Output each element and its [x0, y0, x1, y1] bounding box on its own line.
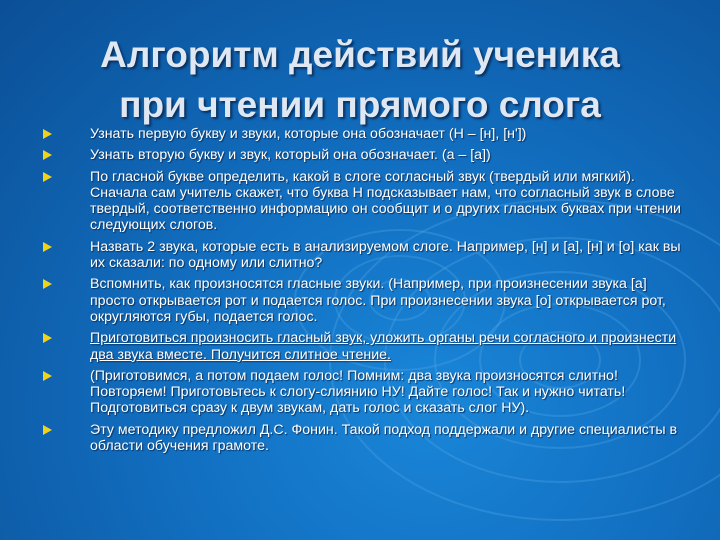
algorithm-step-list [42, 126, 682, 459]
arrow-bullet-icon [43, 333, 52, 343]
arrow-bullet-icon [43, 172, 52, 182]
list-item [42, 276, 682, 325]
slide-title-line-1: Алгоритм действий ученика [100, 34, 620, 75]
list-item-text: Эту методику предложил Д.С. Фонин. Такой подход поддержали и другие специалисты в области обучения грамоте. [90, 421, 678, 455]
list-item [42, 126, 682, 142]
list-item [42, 330, 682, 363]
arrow-bullet-icon [43, 242, 52, 252]
arrow-bullet-icon [43, 129, 52, 139]
slide-title-line-2: при чтении прямого слога [119, 84, 601, 125]
arrow-bullet-icon [43, 279, 52, 289]
list-item [42, 368, 682, 417]
list-item [42, 147, 682, 163]
arrow-bullet-icon [43, 371, 52, 381]
list-item-text: (Приготовимся, а потом подаем голос! Помним: два звука произносятся слитно! Повторяем! Приготовьтесь к слогу-слиянию НУ! Дайте голос! Так и нужно читать! Подготовиться сразу к двум звукам, дать голос и сказать слог НУ). [90, 367, 626, 417]
list-item-text: По гласной букве определить, какой в слоге согласный звук (твердый или мягкий). Сначала сам учитель скажет, что буква Н подсказывает нам, что согласный звук в слове твердый, соответственно информацию он сообщит и о других гласных буквах при чтении следующих слогов. [90, 168, 681, 234]
list-item [42, 422, 682, 455]
list-item-text: Узнать вторую букву и звук, который она обозначает. (а – [а]) [90, 147, 491, 164]
list-item-text: Вспомнить, как произносятся гласные звуки. (Например, при произнесении звука [а] просто открывается рот и подается голос. При произнесении звука [о] открывается рот, округляются губы, подается голос. [90, 276, 666, 325]
list-item [42, 169, 682, 234]
list-item [42, 239, 682, 272]
arrow-bullet-icon [43, 425, 52, 435]
list-item-text: Узнать первую букву и звуки, которые она обозначает (Н – [н], [н']) [90, 126, 527, 142]
slide-title [40, 30, 680, 130]
arrow-bullet-icon [43, 150, 52, 160]
list-item-text: Назвать 2 звука, которые есть в анализируемом слоге. Например, [н] и [а], [н] и [о] как вы их сказали: по одному или слитно? [90, 238, 681, 272]
list-item-text-underlined: Приготовиться произносить гласный звук, уложить органы речи согласного и произнести два звука вместе. Получится слитное чтение. [90, 330, 677, 363]
